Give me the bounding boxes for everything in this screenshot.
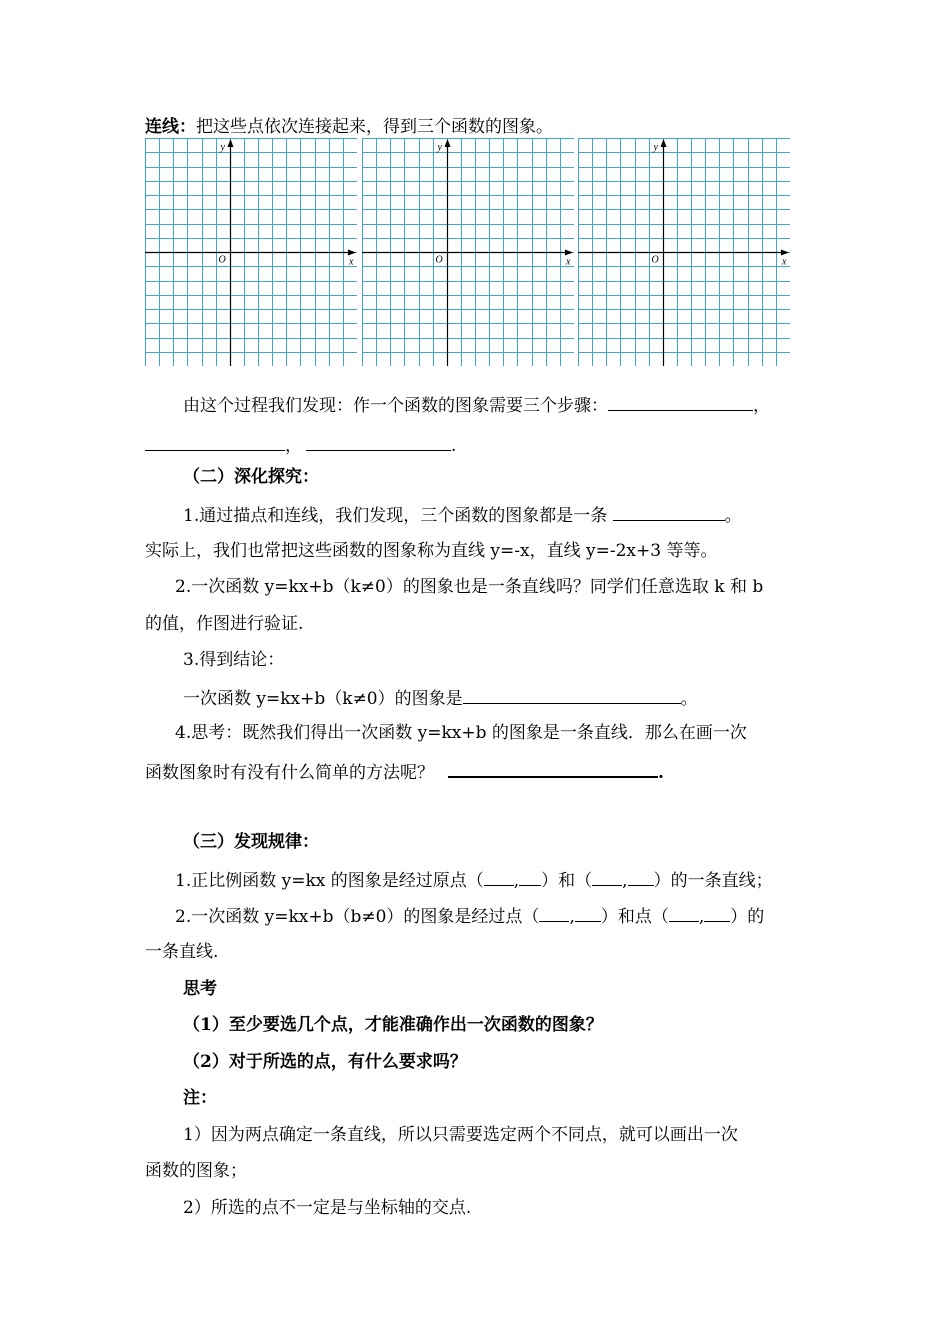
punctuation: ， [753, 396, 770, 416]
section2-p1b: 实际上，我们也常把这些函数的图象称为直线 y=-x，直线 y=-2x+3 等等。 [145, 541, 718, 561]
y-arrow-icon [661, 139, 667, 147]
origin-label: O [218, 254, 226, 266]
answer-blank[interactable] [145, 432, 285, 451]
note-1a: 1）因为两点确定一条直线，所以只需要选定两个不同点，就可以画出一次 [183, 1125, 738, 1145]
answer-blank[interactable] [575, 903, 601, 922]
coordinate-grid-2 [362, 138, 574, 366]
section2-p4a: 4.思考：既然我们得出一次函数 y=kx+b 的图象是一条直线．那么在画一次 [175, 723, 747, 743]
answer-blank[interactable] [628, 867, 654, 886]
answer-blank[interactable] [448, 758, 658, 778]
answer-blank[interactable] [669, 903, 699, 922]
answer-blank[interactable] [519, 867, 541, 886]
y-arrow-icon [445, 139, 451, 147]
punctuation: . [451, 436, 457, 456]
answer-blank[interactable] [306, 432, 451, 451]
think-heading: 思考 [183, 979, 217, 999]
discover-line-1 [183, 392, 810, 418]
note-heading: 注： [183, 1088, 217, 1108]
section2-p3: 3.得到结论： [183, 650, 285, 670]
origin-label: O [435, 254, 443, 266]
rule-2-cont: 一条直线. [145, 942, 219, 962]
answer-blank[interactable] [484, 867, 514, 886]
coordinate-grid-1 [145, 138, 357, 366]
y-axis-label: y [653, 142, 658, 153]
x-axis-label: x [782, 256, 787, 268]
grid-svg [362, 138, 574, 366]
x-axis-label: x [349, 256, 354, 268]
question-1: （1）至少要选几个点，才能准确作出一次函数的图象？ [183, 1015, 603, 1035]
section2-p4b: 函数图象时有没有什么简单的方法呢？ . [145, 758, 810, 785]
note-1b: 函数的图象； [145, 1161, 247, 1181]
grid-svg [578, 138, 790, 366]
coordinate-grids [145, 138, 790, 366]
section2-p2b: 的值，作图进行验证. [145, 614, 304, 634]
connect-line [145, 115, 810, 139]
origin-label: O [651, 254, 659, 266]
connect-label: 连线： [145, 117, 196, 137]
x-axis-label: x [566, 256, 571, 268]
question-2: （2）对于所选的点，有什么要求吗？ [183, 1052, 467, 1072]
section3-title: （三）发现规律： [183, 832, 319, 852]
x-arrow-icon [565, 250, 573, 256]
y-arrow-icon [228, 139, 234, 147]
section2-p3b: 一次函数 y=kx+b（k≠0）的图象是 。 [183, 685, 810, 711]
answer-blank[interactable] [463, 685, 681, 704]
y-axis-label: y [437, 142, 442, 153]
section2-p2a: 2.一次函数 y=kx+b（k≠0）的图象也是一条直线吗？同学们任意选取 k 和 b [175, 577, 764, 597]
rule-1: 1.正比例函数 y=kx 的图象是经过原点（ , ）和（ , ）的一条直线； [175, 867, 810, 893]
answer-blank[interactable] [613, 502, 725, 521]
section2-title: （二）深化探究： [183, 467, 319, 487]
punctuation: ， [285, 436, 302, 456]
connect-text: 把这些点依次连接起来，得到三个函数的图象。 [196, 117, 553, 137]
x-arrow-icon [348, 250, 356, 256]
answer-blank[interactable] [592, 867, 622, 886]
answer-blank[interactable] [704, 903, 730, 922]
x-arrow-icon [781, 250, 789, 256]
y-axis-label: y [220, 142, 225, 153]
note-2: 2）所选的点不一定是与坐标轴的交点. [183, 1198, 472, 1218]
discover-line-2 [145, 432, 810, 458]
answer-blank[interactable] [539, 903, 569, 922]
section2-p1a: 1.通过描点和连线，我们发现，三个函数的图象都是一条 。 [183, 502, 810, 528]
grid-svg [145, 138, 357, 366]
rule-2: 2.一次函数 y=kx+b（b≠0）的图象是经过点（ , ）和点（ , ）的 [175, 903, 810, 929]
answer-blank[interactable] [608, 392, 753, 411]
coordinate-grid-3 [578, 138, 790, 366]
discover-text: 由这个过程我们发现：作一个函数的图象需要三个步骤： [183, 396, 608, 416]
